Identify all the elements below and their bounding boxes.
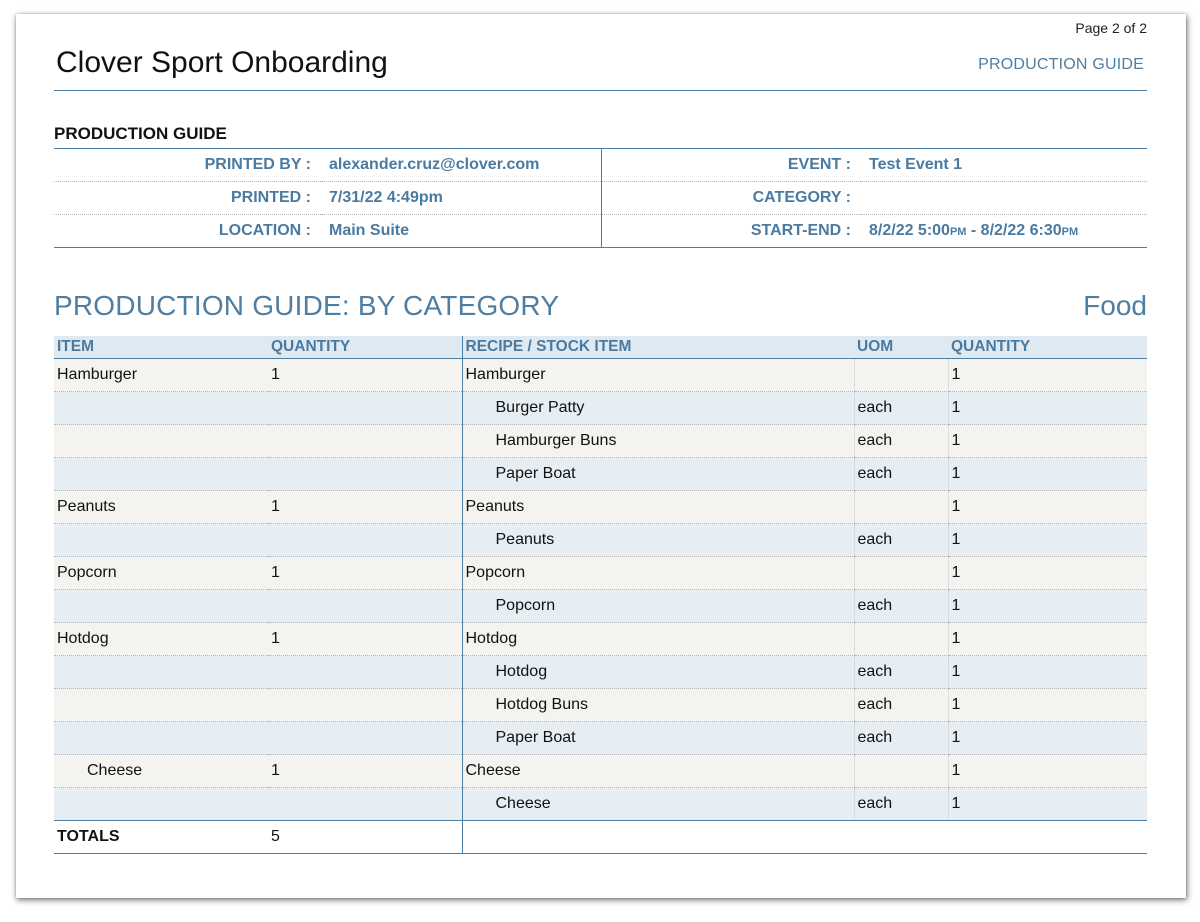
recipe-cell: Hotdog xyxy=(462,656,854,689)
recipe-quantity-cell: 1 xyxy=(948,392,1147,425)
recipe-quantity-cell: 1 xyxy=(948,722,1147,755)
location-label: LOCATION : xyxy=(54,215,321,248)
table-row xyxy=(54,491,1147,524)
totals-row xyxy=(54,821,1147,854)
header-rule xyxy=(54,90,1147,91)
quantity-cell: 1 xyxy=(268,557,462,590)
recipe-cell: Hotdog Buns xyxy=(462,689,854,722)
uom-cell xyxy=(854,755,948,788)
category-value xyxy=(861,182,1147,215)
quantity-cell xyxy=(268,458,462,491)
item-cell xyxy=(54,524,268,557)
quantity-cell xyxy=(268,425,462,458)
uom-cell: each xyxy=(854,458,948,491)
recipe-quantity-cell: 1 xyxy=(948,458,1147,491)
item-cell xyxy=(54,425,268,458)
uom-cell: each xyxy=(854,788,948,821)
quantity-cell: 1 xyxy=(268,623,462,656)
recipe-quantity-cell: 1 xyxy=(948,788,1147,821)
quantity-cell xyxy=(268,392,462,425)
item-cell xyxy=(54,788,268,821)
document-title: Clover Sport Onboarding xyxy=(56,46,388,79)
document-subtitle: PRODUCTION GUIDE xyxy=(978,56,1144,73)
quantity-cell xyxy=(268,722,462,755)
totals-label: TOTALS xyxy=(54,821,268,854)
recipe-quantity-cell: 1 xyxy=(948,524,1147,557)
category-name: Food xyxy=(1083,290,1147,321)
start-date: 8/2/22 5:00 xyxy=(869,222,950,239)
quantity-cell xyxy=(268,788,462,821)
table-row xyxy=(54,458,1147,491)
col-uom: UOM xyxy=(854,336,948,359)
totals-empty xyxy=(462,821,854,854)
recipe-cell: Burger Patty xyxy=(462,392,854,425)
table-row xyxy=(54,656,1147,689)
quantity-cell xyxy=(268,524,462,557)
recipe-quantity-cell: 1 xyxy=(948,689,1147,722)
totals-value: 5 xyxy=(268,821,462,854)
uom-cell: each xyxy=(854,392,948,425)
page-number: Page 2 of 2 xyxy=(1075,20,1147,36)
totals-empty xyxy=(854,821,948,854)
start-end-value xyxy=(861,215,1147,248)
table-row xyxy=(54,722,1147,755)
item-cell xyxy=(54,458,268,491)
recipe-quantity-cell: 1 xyxy=(948,755,1147,788)
end-ampm: PM xyxy=(1061,226,1079,238)
printed-value: 7/31/22 4:49pm xyxy=(321,182,601,215)
quantity-cell: 1 xyxy=(268,491,462,524)
recipe-quantity-cell: 1 xyxy=(948,425,1147,458)
start-ampm: PM xyxy=(949,226,967,238)
item-cell xyxy=(54,392,268,425)
table-row xyxy=(54,755,1147,788)
recipe-quantity-cell: 1 xyxy=(948,656,1147,689)
col-quantity: QUANTITY xyxy=(268,336,462,359)
recipe-cell: Cheese xyxy=(462,755,854,788)
table-row xyxy=(54,557,1147,590)
recipe-cell: Paper Boat xyxy=(462,458,854,491)
col-recipe: RECIPE / STOCK ITEM xyxy=(462,336,854,359)
quantity-cell xyxy=(268,656,462,689)
recipe-cell: Popcorn xyxy=(462,590,854,623)
uom-cell xyxy=(854,623,948,656)
recipe-quantity-cell: 1 xyxy=(948,590,1147,623)
range-separator: - xyxy=(966,222,981,239)
uom-cell: each xyxy=(854,656,948,689)
recipe-cell: Popcorn xyxy=(462,557,854,590)
recipe-quantity-cell: 1 xyxy=(948,623,1147,656)
item-cell: Hotdog xyxy=(54,623,268,656)
uom-cell: each xyxy=(854,425,948,458)
uom-cell xyxy=(854,557,948,590)
item-cell xyxy=(54,722,268,755)
table-row xyxy=(54,425,1147,458)
document-page xyxy=(16,14,1186,898)
item-cell: Hamburger xyxy=(54,359,268,392)
recipe-quantity-cell: 1 xyxy=(948,491,1147,524)
table-row xyxy=(54,590,1147,623)
category-section-title: PRODUCTION GUIDE: BY CATEGORY xyxy=(54,290,560,321)
grid-header-row xyxy=(54,336,1147,359)
event-label: EVENT : xyxy=(601,149,861,182)
item-cell xyxy=(54,590,268,623)
recipe-cell: Hotdog xyxy=(462,623,854,656)
item-cell: Peanuts xyxy=(54,491,268,524)
section-heading: PRODUCTION GUIDE xyxy=(54,124,227,143)
uom-cell: each xyxy=(854,524,948,557)
table-row xyxy=(54,524,1147,557)
quantity-cell: 1 xyxy=(268,359,462,392)
location-value: Main Suite xyxy=(321,215,601,248)
uom-cell: each xyxy=(854,722,948,755)
recipe-cell: Hamburger Buns xyxy=(462,425,854,458)
item-cell: Popcorn xyxy=(54,557,268,590)
quantity-cell: 1 xyxy=(268,755,462,788)
printed-by-label: PRINTED BY : xyxy=(54,149,321,182)
start-end-label: START-END : xyxy=(601,215,861,248)
table-row xyxy=(54,689,1147,722)
print-info-table xyxy=(54,148,1147,248)
table-row xyxy=(54,392,1147,425)
recipe-cell: Hamburger xyxy=(462,359,854,392)
uom-cell: each xyxy=(854,689,948,722)
event-value: Test Event 1 xyxy=(861,149,1147,182)
item-cell xyxy=(54,689,268,722)
recipe-quantity-cell: 1 xyxy=(948,359,1147,392)
recipe-quantity-cell: 1 xyxy=(948,557,1147,590)
uom-cell xyxy=(854,359,948,392)
printed-by-value: alexander.cruz@clover.com xyxy=(321,149,601,182)
category-label: CATEGORY : xyxy=(601,182,861,215)
table-row xyxy=(54,359,1147,392)
printed-label: PRINTED : xyxy=(54,182,321,215)
recipe-cell: Peanuts xyxy=(462,491,854,524)
col-recipe-quantity: QUANTITY xyxy=(948,336,1147,359)
col-item: ITEM xyxy=(54,336,268,359)
recipe-cell: Cheese xyxy=(462,788,854,821)
uom-cell xyxy=(854,491,948,524)
quantity-cell xyxy=(268,689,462,722)
end-date: 8/2/22 6:30 xyxy=(980,222,1062,239)
recipe-cell: Peanuts xyxy=(462,524,854,557)
totals-empty xyxy=(948,821,1147,854)
table-row xyxy=(54,788,1147,821)
production-grid xyxy=(54,336,1147,854)
uom-cell: each xyxy=(854,590,948,623)
item-cell: Cheese xyxy=(54,755,268,788)
item-cell xyxy=(54,656,268,689)
recipe-cell: Paper Boat xyxy=(462,722,854,755)
quantity-cell xyxy=(268,590,462,623)
table-row xyxy=(54,623,1147,656)
